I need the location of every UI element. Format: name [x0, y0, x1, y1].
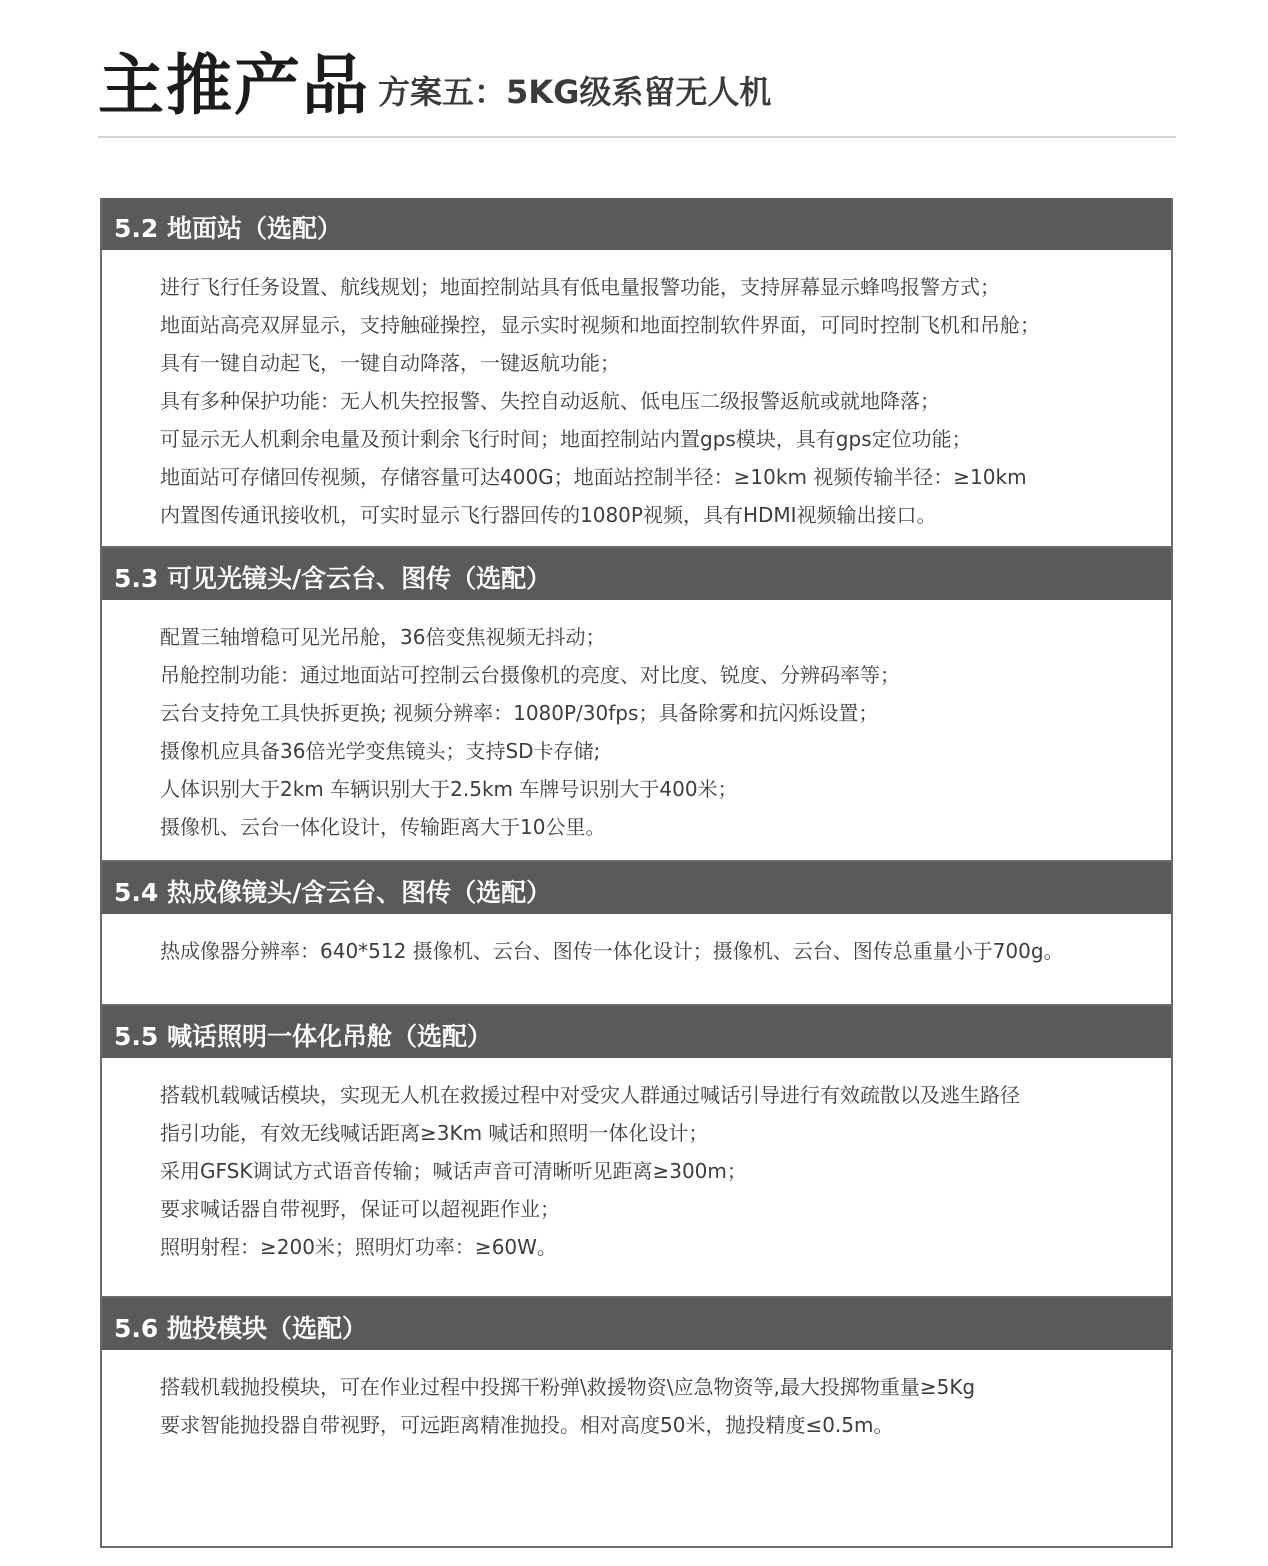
spec-line: 摄像机应具备36倍光学变焦镜头；支持SD卡存储; [160, 739, 601, 763]
spec-line: 搭载机载抛投模块，可在作业过程中投掷干粉弹\救援物资\应急物资等,最大投掷物重量≥5Kg [160, 1375, 976, 1399]
spec-line: 照明射程：≥200米；照明灯功率：≥60W。 [160, 1235, 557, 1259]
spec-line: 可显示无人机剩余电量及预计剩余飞行时间；地面控制站内置gps模块，具有gps定位功能； [160, 427, 972, 451]
spec-line: 进行飞行任务设置、航线规划；地面控制站具有低电量报警功能，支持屏幕显示蜂鸣报警方式； [160, 275, 1000, 299]
page-header [98, 40, 1176, 138]
spec-line: 内置图传通讯接收机，可实时显示飞行器回传的1080P视频，具有HDMI视频输出接口。 [160, 503, 937, 527]
spec-line: 吊舱控制功能：通过地面站可控制云台摄像机的亮度、对比度、锐度、分辨码率等； [160, 663, 900, 687]
section-title: 5.4 热成像镜头/含云台、图传（选配） [102, 862, 1171, 914]
spec-line: 具有多种保护功能：无人机失控报警、失控自动返航、低电压二级报警返航或就地降落； [160, 389, 940, 413]
section-ground-station [100, 198, 1173, 548]
section-loudspeaker-light-pod [100, 1006, 1173, 1298]
spec-line: 热成像器分辨率：640*512 摄像机、云台、图传一体化设计；摄像机、云台、图传总重量小于700g。 [160, 939, 1064, 963]
section-thermal-camera [100, 862, 1173, 1006]
spec-line: 地面站可存储回传视频，存储容量可达400G；地面站控制半径：≥10km 视频传输半径：≥10km [160, 465, 1027, 489]
spec-line: 配置三轴增稳可见光吊舱，36倍变焦视频无抖动； [160, 625, 606, 649]
section-body [102, 1058, 1171, 1266]
spec-line: 具有一键自动起飞，一键自动降落，一键返航功能； [160, 351, 620, 375]
spec-line: 人体识别大于2km 车辆识别大于2.5km 车牌号识别大于400米； [160, 777, 738, 801]
page-title: 主推产品 [98, 47, 370, 124]
section-visible-camera [100, 548, 1173, 862]
spec-line: 指引功能，有效无线喊话距离≥3Km 喊话和照明一体化设计； [160, 1121, 709, 1145]
section-body [102, 250, 1171, 534]
section-title: 5.3 可见光镜头/含云台、图传（选配） [102, 548, 1171, 600]
section-title: 5.6 抛投模块（选配） [102, 1298, 1171, 1350]
spec-line: 地面站高亮双屏显示，支持触碰操控，显示实时视频和地面控制软件界面，可同时控制飞机和吊舱； [160, 313, 1040, 337]
spec-line: 要求喊话器自带视野，保证可以超视距作业； [160, 1197, 560, 1221]
spec-line: 摄像机、云台一体化设计，传输距离大于10公里。 [160, 815, 606, 839]
spec-line: 云台支持免工具快拆更换; 视频分辨率：1080P/30fps；具备除雾和抗闪烁设置； [160, 701, 879, 725]
section-title: 5.5 喊话照明一体化吊舱（选配） [102, 1006, 1171, 1058]
section-drop-module [100, 1298, 1173, 1548]
spec-line: 要求智能抛投器自带视野，可远距离精准抛投。相对高度50米，抛投精度≤0.5m。 [160, 1413, 894, 1437]
section-body [102, 1350, 1171, 1444]
section-body [102, 600, 1171, 846]
spec-line: 搭载机载喊话模块，实现无人机在救援过程中对受灾人群通过喊话引导进行有效疏散以及逃生路径 [160, 1083, 1020, 1107]
section-body [102, 914, 1171, 970]
page-subtitle: 方案五：5KG级系留无人机 [378, 73, 772, 111]
spec-line: 采用GFSK调试方式语音传输；喊话声音可清晰听见距离≥300m； [160, 1159, 747, 1183]
section-title: 5.2 地面站（选配） [102, 198, 1171, 250]
